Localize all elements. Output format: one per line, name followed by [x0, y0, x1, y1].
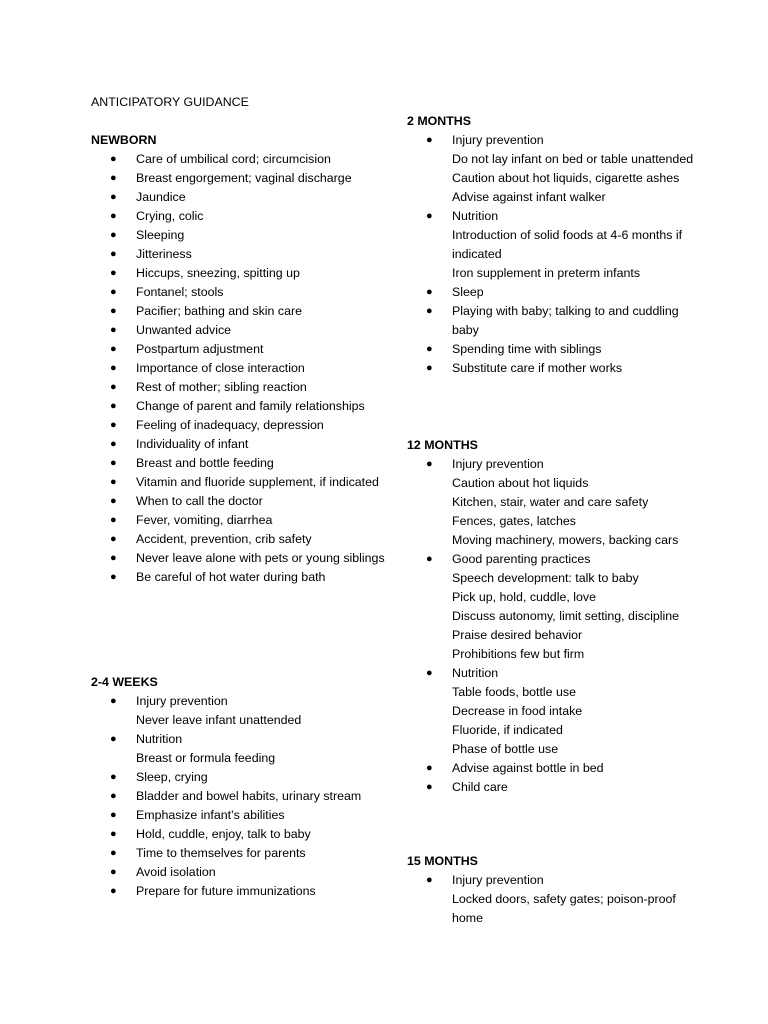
list-item [91, 150, 391, 169]
bullet-icon: ● [110, 191, 117, 203]
bullet-icon: ● [110, 419, 117, 431]
bullet-icon: ● [110, 476, 117, 488]
sub-item-text: Do not lay infant on bed or table unattended [452, 152, 694, 166]
document-title: ANTICIPATORY GUIDANCE [91, 95, 249, 109]
bullet-icon: ● [110, 733, 117, 745]
bullet-icon: ● [110, 866, 117, 878]
list-item-text: Advise against bottle in bed [452, 761, 604, 775]
list-item-text: Breast and bottle feeding [136, 456, 274, 470]
bullet-icon: ● [110, 153, 117, 165]
sub-item-text: Never leave infant unattended [136, 713, 302, 727]
list-item [91, 283, 391, 302]
list-item-text: Jitteriness [136, 247, 192, 261]
list-item [407, 455, 707, 550]
bullet-icon: ● [110, 552, 117, 564]
bullet-icon: ● [426, 762, 433, 774]
list-item-text: Crying, colic [136, 209, 204, 223]
list-item [91, 492, 391, 511]
list-item-text: Vitamin and fluoride supplement, if indicated [136, 475, 379, 489]
list-item-text: Injury prevention [452, 457, 544, 471]
bullet-icon: ● [110, 343, 117, 355]
list-item [407, 302, 707, 340]
list-item [407, 340, 707, 359]
list-item [91, 169, 391, 188]
section-heading: NEWBORN [91, 133, 157, 147]
list-item-text: Nutrition [452, 209, 499, 223]
bullet-icon: ● [426, 286, 433, 298]
sub-item-text: Discuss autonomy, limit setting, discipline [452, 609, 680, 623]
list-item-text: Injury prevention [452, 873, 544, 887]
sub-item-text: Kitchen, stair, water and care safety [452, 495, 649, 509]
section [91, 131, 391, 587]
bullet-list [407, 131, 707, 378]
bullet-icon: ● [110, 381, 117, 393]
section [407, 112, 707, 378]
list-item-text: Be careful of hot water during bath [136, 570, 326, 584]
bullet-icon: ● [110, 305, 117, 317]
list-item [91, 454, 391, 473]
sub-item-text: Fluoride, if indicated [452, 723, 563, 737]
list-item [91, 226, 391, 245]
bullet-icon: ● [110, 457, 117, 469]
bullet-icon: ● [110, 495, 117, 507]
list-item [91, 435, 391, 454]
bullet-icon: ● [110, 514, 117, 526]
bullet-icon: ● [426, 781, 433, 793]
list-item [91, 359, 391, 378]
bullet-icon: ● [110, 790, 117, 802]
bullet-list [91, 150, 391, 587]
list-item-text: Fever, vomiting, diarrhea [136, 513, 273, 527]
list-item [91, 863, 391, 882]
list-item [91, 530, 391, 549]
list-item [91, 882, 391, 901]
list-item [91, 692, 391, 730]
list-item [91, 264, 391, 283]
list-item-text: Change of parent and family relationships [136, 399, 365, 413]
bullet-icon: ● [110, 771, 117, 783]
bullet-icon: ● [110, 362, 117, 374]
list-item [91, 302, 391, 321]
list-item [91, 768, 391, 787]
sub-item-text: Advise against infant walker [452, 190, 606, 204]
sub-item-text: Fences, gates, latches [452, 514, 576, 528]
bullet-icon: ● [426, 362, 433, 374]
list-item-text: Nutrition [136, 732, 183, 746]
list-item-text: Importance of close interaction [136, 361, 305, 375]
sub-item-text: Speech development: talk to baby [452, 571, 639, 585]
list-item [91, 473, 391, 492]
bullet-icon: ● [110, 248, 117, 260]
list-item-text: Prepare for future immunizations [136, 884, 316, 898]
bullet-icon: ● [110, 695, 117, 707]
bullet-icon: ● [110, 172, 117, 184]
sub-item-text: Moving machinery, mowers, backing cars [452, 533, 679, 547]
bullet-icon: ● [110, 533, 117, 545]
list-item-text: Child care [452, 780, 508, 794]
list-item [407, 759, 707, 778]
bullet-icon: ● [110, 438, 117, 450]
list-item-text: Hiccups, sneezing, spitting up [136, 266, 300, 280]
bullet-icon: ● [110, 210, 117, 222]
bullet-icon: ● [426, 874, 433, 886]
list-item-text: Spending time with siblings [452, 342, 602, 356]
list-item [91, 378, 391, 397]
bullet-list [407, 455, 707, 797]
list-item-text: Pacifier; bathing and skin care [136, 304, 302, 318]
sub-item-text: Introduction of solid foods at 4-6 months if indicated [452, 228, 683, 261]
section [407, 852, 707, 928]
sub-item-text: Decrease in food intake [452, 704, 583, 718]
section-heading: 12 MONTHS [407, 438, 478, 452]
list-item [407, 778, 707, 797]
bullet-icon: ● [110, 809, 117, 821]
sub-item-text: Table foods, bottle use [452, 685, 576, 699]
bullet-icon: ● [110, 571, 117, 583]
sub-item-text: Praise desired behavior [452, 628, 583, 642]
list-item-text: When to call the doctor [136, 494, 263, 508]
list-item [91, 511, 391, 530]
bullet-icon: ● [110, 828, 117, 840]
list-item-text: Substitute care if mother works [452, 361, 623, 375]
sub-item-text: Prohibitions few but firm [452, 647, 585, 661]
list-item [91, 397, 391, 416]
sub-item-text: Breast or formula feeding [136, 751, 276, 765]
list-item-text: Breast engorgement; vaginal discharge [136, 171, 352, 185]
list-item-text: Never leave alone with pets or young siblings [136, 551, 385, 565]
sub-item-text: Iron supplement in preterm infants [452, 266, 641, 280]
list-item [407, 359, 707, 378]
list-item-text: Unwanted advice [136, 323, 232, 337]
list-item [407, 664, 707, 759]
list-item-text: Sleep, crying [136, 770, 208, 784]
list-item-text: Fontanel; stools [136, 285, 224, 299]
list-item-text: Nutrition [452, 666, 499, 680]
bullet-icon: ● [426, 343, 433, 355]
bullet-list [407, 871, 707, 928]
list-item-text: Individuality of infant [136, 437, 249, 451]
bullet-icon: ● [110, 324, 117, 336]
bullet-list [91, 692, 391, 901]
list-item-text: Accident, prevention, crib safety [136, 532, 312, 546]
bullet-icon: ● [426, 210, 433, 222]
bullet-icon: ● [426, 134, 433, 146]
bullet-icon: ● [426, 458, 433, 470]
list-item [91, 188, 391, 207]
bullet-icon: ● [426, 667, 433, 679]
section [91, 673, 391, 901]
section-heading: 15 MONTHS [407, 854, 478, 868]
sub-item-text: Locked doors, safety gates; poison-proof home [452, 892, 676, 925]
list-item-text: Good parenting practices [452, 552, 591, 566]
list-item-text: Injury prevention [136, 694, 228, 708]
list-item-text: Playing with baby; talking to and cuddling baby [452, 304, 679, 337]
list-item-text: Sleeping [136, 228, 185, 242]
list-item [91, 321, 391, 340]
list-item [91, 844, 391, 863]
bullet-icon: ● [110, 400, 117, 412]
list-item-text: Injury prevention [452, 133, 544, 147]
bullet-icon: ● [426, 305, 433, 317]
sub-item-text: Phase of bottle use [452, 742, 559, 756]
list-item [91, 207, 391, 226]
list-item [407, 207, 707, 283]
list-item-text: Emphasize infant’s abilities [136, 808, 285, 822]
sub-item-text: Caution about hot liquids, cigarette ashes [452, 171, 680, 185]
list-item-text: Feeling of inadequacy, depression [136, 418, 324, 432]
list-item [407, 283, 707, 302]
bullet-icon: ● [110, 286, 117, 298]
list-item [91, 730, 391, 768]
list-item [407, 550, 707, 664]
bullet-icon: ● [110, 847, 117, 859]
bullet-icon: ● [426, 553, 433, 565]
section [407, 436, 707, 797]
list-item-text: Postpartum adjustment [136, 342, 264, 356]
list-item-text: Bladder and bowel habits, urinary stream [136, 789, 362, 803]
list-item [91, 416, 391, 435]
list-item [407, 871, 707, 928]
sub-item-text: Caution about hot liquids [452, 476, 589, 490]
list-item-text: Rest of mother; sibling reaction [136, 380, 307, 394]
list-item [91, 340, 391, 359]
list-item [91, 825, 391, 844]
list-item-text: Jaundice [136, 190, 186, 204]
section-heading: 2 MONTHS [407, 114, 472, 128]
list-item-text: Care of umbilical cord; circumcision [136, 152, 331, 166]
list-item [407, 131, 707, 207]
bullet-icon: ● [110, 885, 117, 897]
section-heading: 2-4 WEEKS [91, 675, 158, 689]
bullet-icon: ● [110, 267, 117, 279]
list-item [91, 568, 391, 587]
list-item [91, 806, 391, 825]
list-item [91, 245, 391, 264]
list-item [91, 787, 391, 806]
bullet-icon: ● [110, 229, 117, 241]
list-item-text: Sleep [452, 285, 484, 299]
list-item-text: Time to themselves for parents [136, 846, 306, 860]
sub-item-text: Pick up, hold, cuddle, love [452, 590, 596, 604]
list-item-text: Hold, cuddle, enjoy, talk to baby [136, 827, 311, 841]
list-item [91, 549, 391, 568]
list-item-text: Avoid isolation [136, 865, 216, 879]
